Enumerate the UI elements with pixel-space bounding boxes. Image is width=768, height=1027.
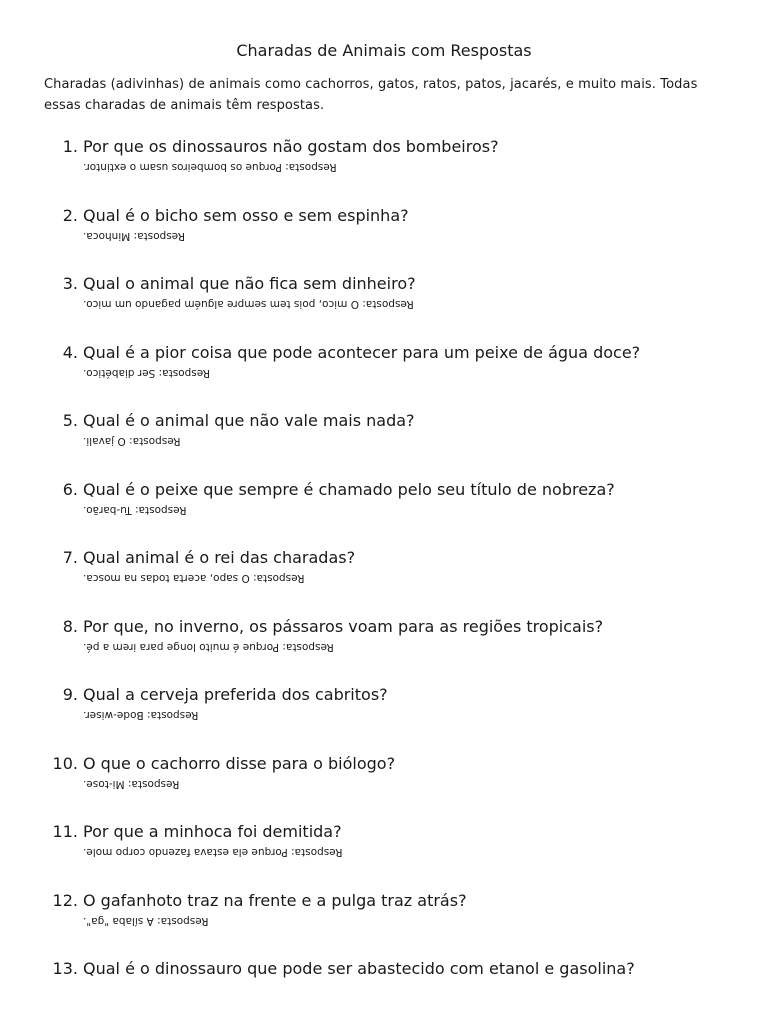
riddle-item: [0, 342, 768, 411]
riddle-question: Qual é a pior coisa que pode acontecer para um peixe de água doce?: [83, 342, 641, 362]
riddle-answer: Resposta: Porque é muito longe para irem a pé.: [83, 640, 334, 653]
riddle-number: 6.: [62, 479, 78, 499]
riddle-item: [0, 616, 768, 685]
riddle-item: [0, 821, 768, 890]
riddle-answer: Resposta: Minhoca.: [83, 229, 185, 242]
riddle-question: Qual o animal que não fica sem dinheiro?: [83, 274, 416, 293]
page-title: Charadas de Animais com Respostas: [236, 41, 532, 60]
riddle-answer-upside-down: [83, 366, 210, 380]
riddle-question: Por que a minhoca foi demitida?: [83, 822, 342, 841]
riddle-item: [0, 205, 768, 274]
riddle-answer: Resposta: Mi-tose.: [83, 777, 180, 790]
riddle-answer-upside-down: [83, 914, 209, 928]
riddle-number: 2.: [62, 205, 78, 225]
riddle-answer: Resposta: O javali.: [83, 435, 181, 447]
riddle-answer: Resposta: A sílaba "ga".: [83, 914, 209, 927]
riddle-item: [0, 753, 768, 822]
riddle-item: [0, 136, 768, 205]
riddle-answer: Resposta: Tu-barão.: [83, 503, 187, 516]
riddle-number: 13.: [52, 959, 78, 978]
riddle-answer-upside-down: [83, 160, 337, 174]
riddle-answer-upside-down: [83, 845, 342, 859]
riddle-answer-upside-down: [83, 434, 181, 448]
riddle-number: 3.: [62, 274, 78, 293]
riddle-answer: Resposta: Ser diabético.: [83, 366, 211, 379]
riddle-answer-upside-down: [83, 503, 186, 517]
riddle-item: [0, 958, 768, 1027]
riddle-question: Qual é o dinossauro que pode ser abastecido com etanol e gasolina?: [83, 959, 635, 978]
riddle-list: [0, 136, 768, 1027]
riddle-item: [0, 479, 768, 548]
riddle-number: 12.: [52, 890, 78, 910]
riddle-answer: Resposta: O mico, pois tem sempre alguém pagando um mico.: [83, 298, 414, 310]
riddle-question: Qual é o bicho sem osso e sem espinha?: [83, 205, 409, 225]
riddle-number: 5.: [62, 411, 78, 430]
riddle-answer: Resposta: Bode-wiser.: [83, 709, 199, 721]
riddle-question: Qual é o peixe que sempre é chamado pelo seu título de nobreza?: [83, 479, 615, 499]
riddle-answer-upside-down: [83, 297, 414, 311]
riddle-question: Qual animal é o rei das charadas?: [83, 548, 356, 567]
riddle-item: [0, 890, 768, 959]
riddle-question: Por que, no inverno, os pássaros voam para as regiões tropicais?: [83, 616, 604, 636]
riddle-number: 10.: [52, 753, 78, 773]
riddle-item: [0, 547, 768, 616]
intro-paragraph: Charadas (adivinhas) de animais como cachorros, gatos, ratos, patos, jacarés, e muito mais. Todas essas charadas de animais têm respostas.: [44, 77, 698, 113]
riddle-question: O que o cachorro disse para o biólogo?: [83, 753, 396, 773]
riddle-answer-upside-down: [83, 640, 334, 654]
riddle-number: 8.: [62, 616, 78, 636]
riddle-question: O gafanhoto traz na frente e a pulga traz atrás?: [83, 890, 467, 910]
riddle-number: 11.: [52, 822, 78, 841]
riddle-question: Qual a cerveja preferida dos cabritos?: [83, 685, 388, 704]
riddle-item: [0, 684, 768, 753]
riddle-number: 9.: [62, 685, 78, 704]
riddle-answer-upside-down: [83, 571, 304, 585]
riddle-item: [0, 273, 768, 342]
riddle-answer-upside-down: [83, 229, 185, 243]
riddle-answer-upside-down: [83, 777, 179, 791]
riddle-answer: Resposta: Porque os bombeiros usam o extintor.: [83, 161, 337, 173]
riddle-answer: Resposta: Porque ela estava fazendo corpo mole.: [83, 846, 343, 858]
riddle-number: 4.: [62, 342, 78, 362]
riddle-question: Por que os dinossauros não gostam dos bombeiros?: [83, 137, 499, 156]
riddle-number: 7.: [62, 548, 78, 567]
riddle-answer-upside-down: [83, 708, 198, 722]
riddle-question: Qual é o animal que não vale mais nada?: [83, 411, 415, 430]
riddle-item: [0, 410, 768, 479]
riddle-number: 1.: [62, 137, 78, 156]
riddle-answer: Resposta: O sapo, acerta todas na mosca.: [83, 572, 305, 584]
